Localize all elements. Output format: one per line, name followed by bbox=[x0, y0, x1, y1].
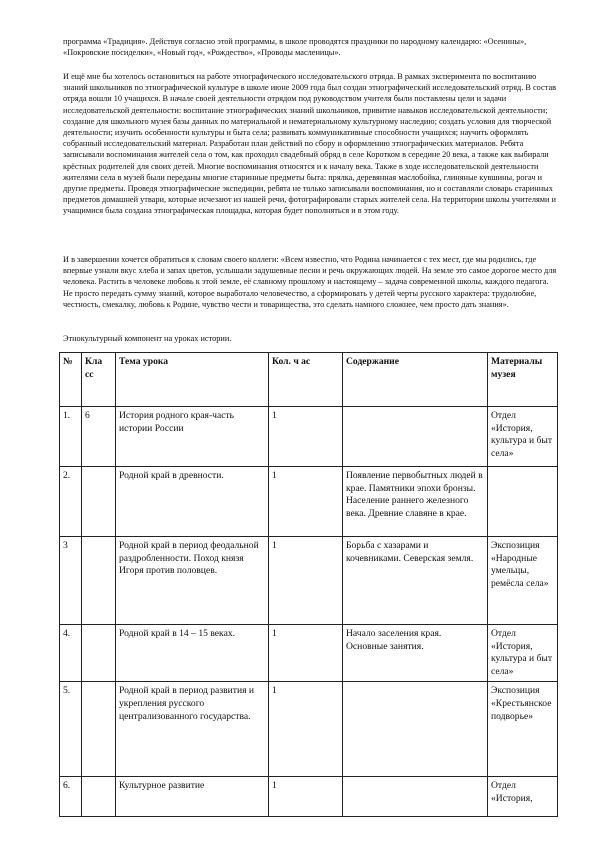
cell-content: Борьба с хазарами и кочевниками. Северская земля. bbox=[343, 537, 488, 625]
cell-content: Появление первобытных людей в крае. Памятники эпохи бронзы. Население раннего железного века. Древние славяне в крае. bbox=[343, 467, 488, 537]
cell-hours: 1 bbox=[269, 625, 343, 682]
table-row bbox=[60, 537, 558, 625]
table-row bbox=[60, 407, 558, 467]
cell-materials: Отдел «История, культура и быт села» bbox=[488, 625, 558, 682]
cell-content bbox=[343, 777, 488, 817]
cell-materials: Экспозиция «Народные умельцы, ремёсла села» bbox=[488, 537, 558, 625]
cell-number: 1. bbox=[60, 407, 82, 467]
cell-class bbox=[82, 777, 116, 817]
cell-content: Начало заселения края. Основные занятия. bbox=[343, 625, 488, 682]
table-row bbox=[60, 682, 558, 777]
cell-materials bbox=[488, 467, 558, 537]
cell-class bbox=[82, 467, 116, 537]
cell-hours: 1 bbox=[269, 407, 343, 467]
cell-materials: Экспозиция «Крестьянское подворье» bbox=[488, 682, 558, 777]
lessons-table bbox=[59, 352, 558, 817]
cell-number: 3 bbox=[60, 537, 82, 625]
cell-topic: Родной край в 14 – 15 веках. bbox=[116, 625, 269, 682]
cell-number: 2. bbox=[60, 467, 82, 537]
cell-materials: Отдел «История, bbox=[488, 777, 558, 817]
cell-hours: 1 bbox=[269, 537, 343, 625]
paragraph-conclusion: И в завершении хочется обратиться к словам своего коллеги: «Всем известно, что Родина начинается с тех мест, где мы родились, где впервые узнали вкус хлеба и запах цветов, услышали задушевные песни и речь окружающих людей. На земле это самое дорогое место для человека. Растить в человеке любовь к этой земле, её славному прошлому и настоящему – задача современной школы, каждого педагога. Не просто передать сумму знаний, которое выработало человечество, а сформировать у детей черты русского характера: трудолюбие, честность, смекалку, любовь к Родине, чувство чести и товарищества, это сделать намного сложнее, чем просто дать знания». bbox=[63, 255, 557, 309]
cell-class bbox=[82, 682, 116, 777]
cell-topic: Культурное развитие bbox=[116, 777, 269, 817]
header-lesson-topic: Тема урока bbox=[116, 353, 269, 407]
cell-hours: 1 bbox=[269, 777, 343, 817]
cell-class bbox=[82, 537, 116, 625]
header-number: № bbox=[60, 353, 82, 407]
paragraph-traditions: программа «Традиция». Действуя согласно этой программы, в школе проводятся праздники по народному календарю: «Осенины», «Покровские посиделки», «Новый год», «Рождество», «Проводы масленицы». bbox=[63, 37, 527, 58]
cell-content bbox=[343, 682, 488, 777]
table-row bbox=[60, 467, 558, 537]
cell-materials: Отдел «История, культура и быт села» bbox=[488, 407, 558, 467]
cell-number: 4. bbox=[60, 625, 82, 682]
cell-topic: История родного края-часть истории России bbox=[116, 407, 269, 467]
header-museum-materials: Материалы музея bbox=[488, 353, 558, 407]
header-hours: Кол. ч ас bbox=[269, 353, 343, 407]
cell-number: 6. bbox=[60, 777, 82, 817]
paragraph-ethnographic-squad: И ещё мне бы хотелось остановиться на работе этнографического исследовательского отряда. В рамках эксперимента по воспитанию знаний школьников по этнографической культуре в школе июне 2009 года был создан этнографический исследовательский отряд. В состав отряда вошли 10 учащихся. В начале своей деятельности отрядом под руководством учителя были поставлены цели и задачи исследовательской деятельности: воспитание этнографических знаний школьников, привитие навыков исследовательской деятельности; создание для школьного музея базы данных по материальной и нематериальному культурному наследию; создать условия для творческой деятельности; изучить особенности культуры и быта села; развивать коммуникативные способности учащихся; научить оформлять собранный исследовательский материал. Разработан план действий по сбору и оформлению этнографических материалов. Ребята записывали воспоминания жителей села о том, как проходил свадебный обряд в селе Коротком в середине 20 века, а также как выбирали крёстных родителей для своих детей. Многие воспоминания относятся и к началу века. Также в ходе исследовательской деятельности жителями села в музей были переданы многие старинные предметы быта: прялка, деревянная маслобойка, глиняные кувшины, рогач и другие предметы. Проведя этнографические экспедиции, ребята не только записывали воспоминания, но и составляли словарь старинных предметов домашней утвари, которые исчезают из нашей речи, фотографировали старых жителей села. На территории школы учителями и учащимися была создана этнографическая площадка, которая будет пополняться и в этом году. bbox=[63, 72, 557, 216]
table-header-row bbox=[60, 353, 558, 407]
cell-topic: Родной край в древности. bbox=[116, 467, 269, 537]
cell-hours: 1 bbox=[269, 682, 343, 777]
header-class: Кла сс bbox=[82, 353, 116, 407]
cell-content bbox=[343, 407, 488, 467]
cell-hours: 1 bbox=[269, 467, 343, 537]
cell-class: 6 bbox=[82, 407, 116, 467]
cell-topic: Родной край в период феодальной раздробленности. Поход князя Игоря против половцев. bbox=[116, 537, 269, 625]
table-caption: Этнокультурный компонент на уроках истории. bbox=[63, 334, 232, 343]
table-row bbox=[60, 777, 558, 817]
header-content: Содержание bbox=[343, 353, 488, 407]
cell-number: 5. bbox=[60, 682, 82, 777]
cell-topic: Родной край в период развития и укрепления русского централизованного государства. bbox=[116, 682, 269, 777]
table-row bbox=[60, 625, 558, 682]
cell-class bbox=[82, 625, 116, 682]
